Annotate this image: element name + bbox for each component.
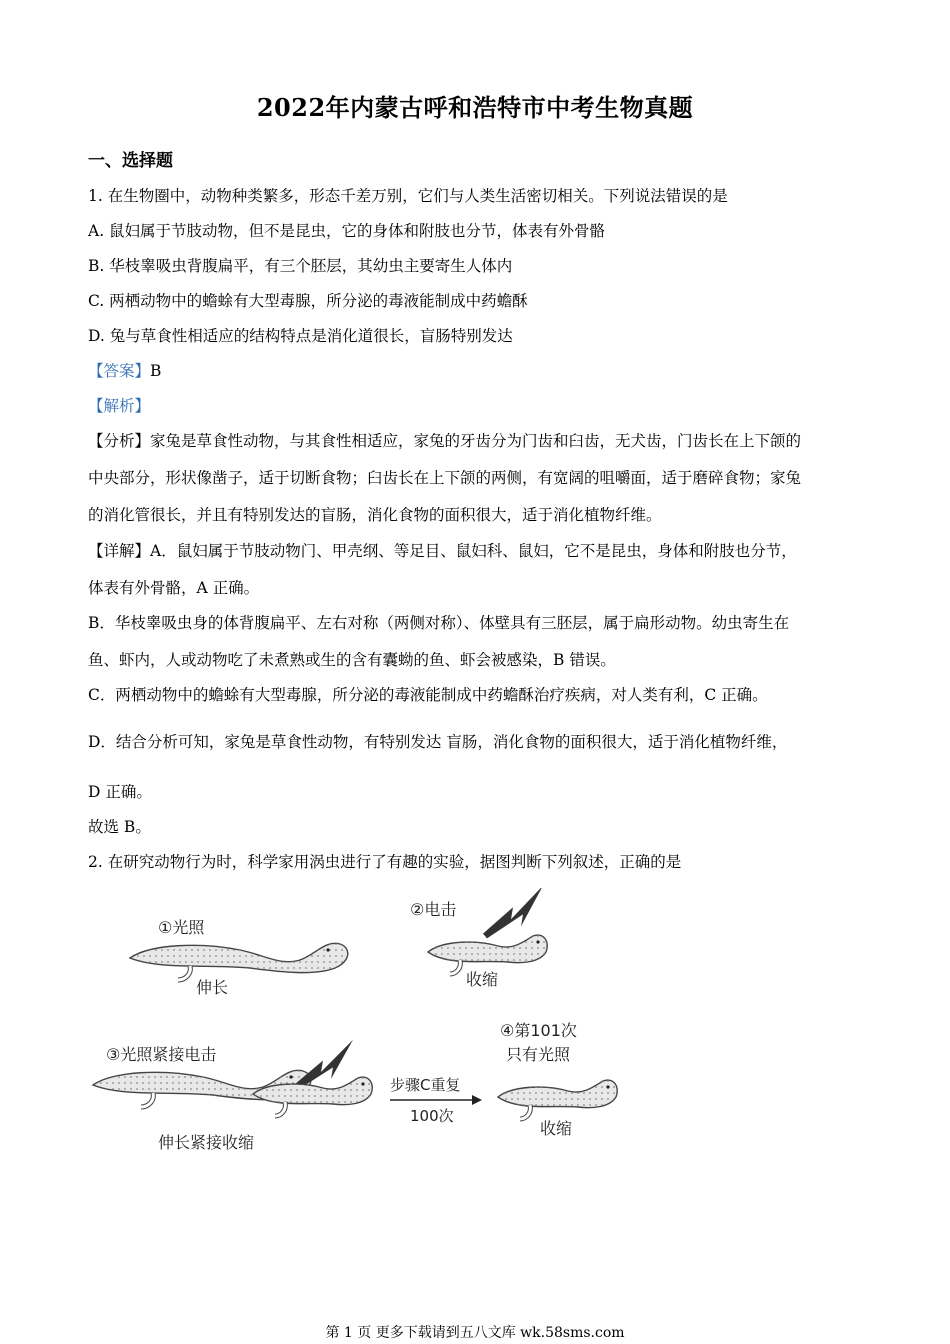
electric-shock-icon	[293, 1040, 353, 1091]
q1-answer	[88, 359, 161, 381]
detail-line: C．两栖动物中的蟾蜍有大型毒腺，所分泌的毒液能制成中药蟾酥治疗疾病，对人类有利，C 正确。	[88, 686, 768, 704]
step1-result: 伸长	[196, 978, 229, 997]
analysis-line: 【分析】家兔是草食性动物，与其食性相适应，家兔的牙齿分为门齿和臼齿，无犬齿，门齿长在上下颌的	[88, 432, 802, 450]
q1-option-d: D. 兔与草食性相适应的结构特点是消化道很长，盲肠特别发达	[88, 327, 513, 345]
question-2-stem: 2. 在研究动物行为时，科学家用涡虫进行了有趣的实验，据图判断下列叙述，正确的是	[88, 853, 682, 871]
repeat-count: 100次	[410, 1107, 454, 1125]
step4-label-line2: 只有光照	[506, 1045, 571, 1064]
q1-option-b: B. 华枝睾吸虫背腹扁平，有三个胚层，其幼虫主要寄生人体内	[88, 257, 513, 275]
q1-option-c: C. 两栖动物中的蟾蜍有大型毒腺，所分泌的毒液能制成中药蟾酥	[88, 292, 528, 310]
question-1-stem: 1. 在生物圈中，动物种类繁多，形态千差万别，它们与人类生活密切相关。下列说法错误的是	[88, 187, 728, 205]
q1-option-a: A. 鼠妇属于节肢动物，但不是昆虫，它的身体和附肢也分节，体表有外骨骼	[88, 222, 606, 240]
arrow-head-icon	[472, 1095, 482, 1105]
page-title: 2022年内蒙古呼和浩特市中考生物真题	[256, 93, 694, 122]
detail-line: D．结合分析可知，家兔是草食性动物，有特别发达 盲肠，消化食物的面积很大，适于消化植物纤维，	[88, 733, 788, 751]
step3-label: ③光照紧接电击	[106, 1045, 217, 1064]
section-heading: 一、选择题	[88, 151, 173, 171]
step4-result: 收缩	[540, 1119, 573, 1138]
detail-line: 【详解】A．鼠妇属于节肢动物门、甲壳纲、等足目、鼠妇科、鼠妇，它不是昆虫，身体和附肢也分节，	[88, 542, 797, 560]
answer-value: B	[150, 362, 162, 380]
detail-line: 体表有外骨骼，A 正确。	[88, 579, 260, 597]
conclusion-line: 故选 B。	[88, 818, 151, 836]
planarian-extended-icon	[130, 943, 348, 980]
step1-label: ①光照	[158, 918, 205, 937]
electric-shock-icon	[483, 888, 543, 938]
analysis-tag: 【解析】	[88, 397, 151, 415]
analysis-line: 中央部分，形状像凿子，适于切断食物；臼齿长在上下颌的两侧，有宽阔的咀嚼面，适于磨碎食物；家兔	[88, 469, 802, 487]
planarian-experiment-figure	[88, 888, 688, 1168]
detail-line: 鱼、虾内，人或动物吃了未煮熟或生的含有囊蚴的鱼、虾会被感染，B 错误。	[88, 651, 616, 669]
detail-line: B．华枝睾吸虫身的体背腹扁平、左右对称（两侧对称）、体壁具有三胚层，属于扁形动物。幼虫寄生在	[88, 614, 790, 632]
detail-line: D 正确。	[88, 783, 152, 801]
step4-label-line1: ④第101次	[500, 1021, 577, 1040]
analysis-line: 的消化管很长，并且有特别发达的盲肠，消化食物的面积很大，适于消化植物纤维。	[88, 506, 662, 524]
step3-result: 伸长紧接收缩	[158, 1133, 255, 1152]
step2-result: 收缩	[466, 970, 499, 989]
planarian-contracted-icon	[498, 1080, 617, 1119]
experiment-diagram	[88, 888, 688, 1168]
step2-label: ②电击	[410, 900, 457, 919]
page-footer: 第 1 页 更多下载请到五八文库 wk.58sms.com	[325, 1325, 625, 1341]
repeat-label: 步骤C重复	[390, 1076, 461, 1094]
planarian-contracted-icon	[428, 935, 547, 974]
answer-tag: 【答案】	[88, 362, 151, 380]
